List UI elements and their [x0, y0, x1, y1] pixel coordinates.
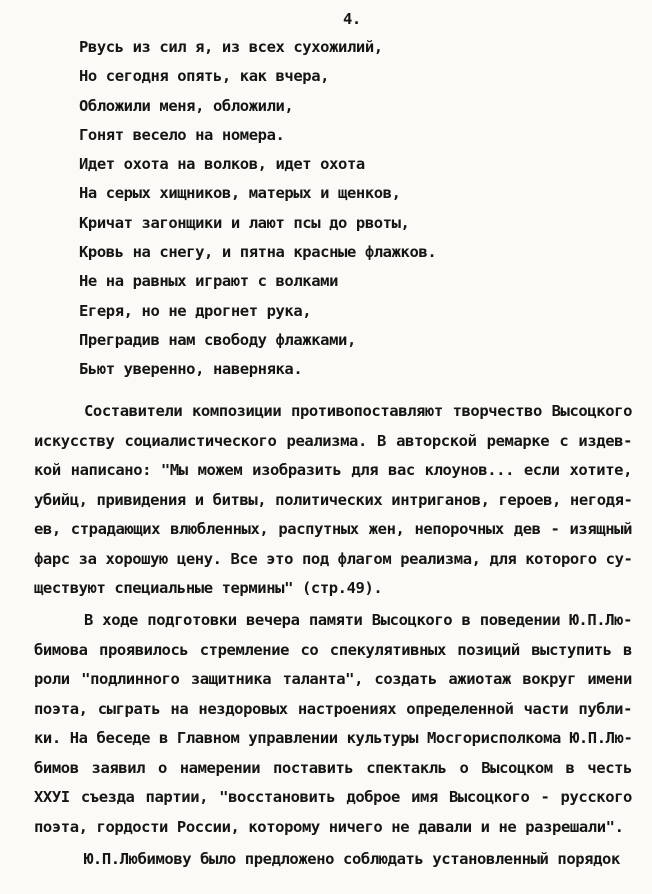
- paragraph-line: роли "подлинного защитника таланта", создать ажиотаж вокруг имени: [34, 670, 632, 688]
- poem-line: Рвусь из сил я, из всех сухожилий,: [79, 38, 383, 56]
- paragraph-line: Ю.П.Любимову было предложено соблюдать установленный порядок: [84, 850, 620, 868]
- poem-line: Идет охота на волков, идет охота: [79, 155, 365, 174]
- paragraph-line: ки. На беседе в Главном управлении культуры Мосгорисполкома Ю.П.Лю-: [34, 729, 633, 747]
- paragraph-memorial-evening: [34, 609, 632, 845]
- poem-line: Кричат загонщики и лают псы до рвоты,: [79, 213, 410, 232]
- page-number: 4.: [343, 10, 361, 28]
- poem-line: Егеря, но не дрогнет рука,: [79, 301, 312, 320]
- poem-line: На серых хищников, матерых и щенков,: [79, 184, 401, 203]
- poem-line: Не на равных играют с волками: [79, 272, 339, 291]
- poem-line: Гонят весело на номера.: [79, 125, 285, 144]
- paragraph-composition: [34, 400, 632, 607]
- paragraph-line: искусству социалистического реализма. В авторской ремарке с издев-: [34, 431, 632, 450]
- paragraph-line: бимов заявил о намерении поставить спектакль о Высоцком в честь: [34, 758, 632, 777]
- paragraph-line: ществуют специальные термины" (стр.49).: [34, 579, 383, 597]
- paragraph-line: кой написано: "Мы можем изобразить для вас клоунов... если хотите,: [34, 461, 632, 479]
- poem-line: Кровь на снегу, и пятна красные флажков.: [79, 243, 437, 262]
- paragraph-line: ев, страдающих влюбленных, распутных жен, непорочных дев - изящный: [34, 520, 632, 538]
- poem-line: Преградив нам свободу флажками,: [79, 330, 356, 349]
- paragraph-line: поэта, гордости России, которому ничего не давали и не разрешали".: [34, 817, 624, 836]
- paragraph-procedure: [34, 848, 632, 878]
- poem-line: Бьют уверенно, наверняка.: [79, 360, 303, 379]
- paragraph-line: фарс за хорошую цену. Все это под флагом реализма, для которого су-: [34, 549, 633, 568]
- poem-quote: [79, 36, 436, 388]
- paragraph-line: бимова проявилось стремление со спекулятивных позиций выступить в: [34, 640, 632, 659]
- paragraph-line: В ходе подготовки вечера памяти Высоцкого в поведении Ю.П.Лю-: [84, 611, 632, 629]
- paragraph-line: поэта, сыграть на нездоровых настроениях определенной части публи-: [34, 699, 632, 718]
- poem-line: Но сегодня опять, как вчера,: [79, 67, 330, 86]
- paragraph-line: ХХУI съезда партии, "восстановить доброе имя Высоцкого - русского: [34, 788, 632, 806]
- paragraph-line: Составители композиции противопоставляют творчество Высоцкого: [84, 402, 632, 420]
- paragraph-line: убийц, привидения и битвы, политических интриганов, героев, негодя-: [34, 490, 633, 509]
- poem-line: Обложили меня, обложили,: [79, 96, 294, 115]
